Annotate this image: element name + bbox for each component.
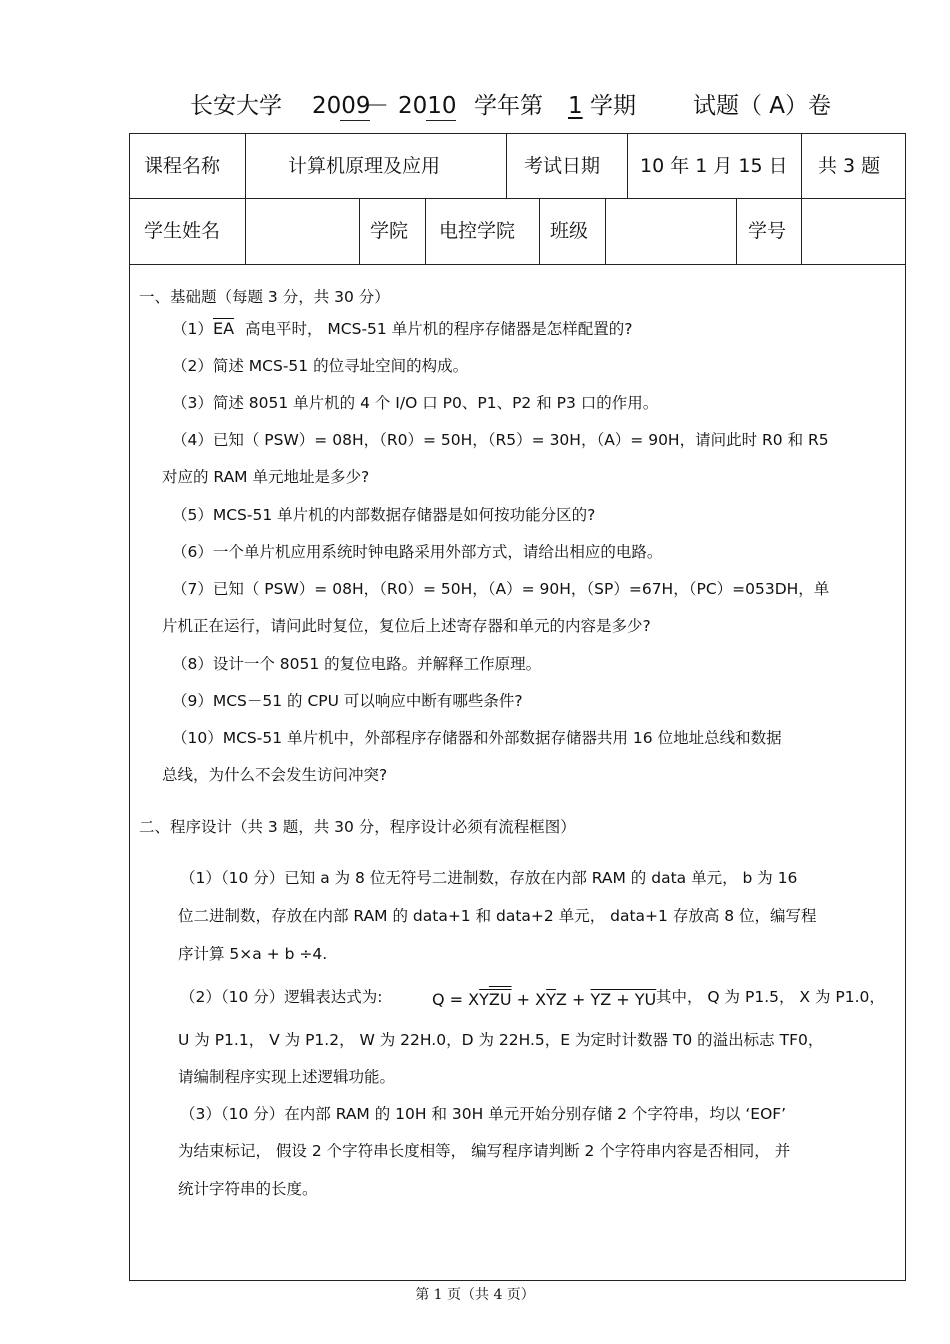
question-8: （8）设计一个 8051 的复位电路。并解释工作原理。 [172, 655, 542, 673]
student-id-label: 学号 [748, 220, 787, 242]
total-questions: 共 3 题 [818, 155, 881, 177]
question-3: （3）简述 8051 单片机的 4 个 I/O 口 P0、P1、P2 和 P3 口的作用。 [172, 394, 659, 412]
question-4-line2: 对应的 RAM 单元地址是多少? [162, 468, 370, 486]
exam-date: 10 年 1 月 15 日 [640, 155, 788, 177]
term-unit: 学期 [590, 93, 636, 119]
program-3-line1: （3）（10 分）在内部 RAM 的 10H 和 30H 单元开始分别存储 2 个字符串，均以 ‘EOF’ [180, 1105, 787, 1123]
exam-date-label: 考试日期 [524, 155, 601, 177]
question-9: （9）MCS－51 的 CPU 可以响应中断有哪些条件? [172, 692, 523, 710]
page-footer: 第 1 页（共 4 页） [415, 1287, 535, 1303]
ea-signal: $\overline{EA}$ [213, 319, 235, 338]
program-2-intro: （2）（10 分）逻辑表达式为: [180, 988, 383, 1006]
program-1-line2: 位二进制数，存放在内部 RAM 的 data+1 和 data+2 单元， data+1 存放高 8 位，编写程 [178, 907, 817, 925]
question-7-line1: （7）已知（ PSW）= 08H，（R0）= 50H，（A）= 90H，（SP）=67H，（PC）=053DH，单 [172, 580, 830, 598]
question-10-line1: （10）MCS-51 单片机中，外部程序存储器和外部数据存储器共用 16 位地址总线和数据 [172, 729, 782, 747]
course-name: 计算机原理及应用 [288, 155, 441, 177]
term-number: 1 [568, 93, 583, 119]
year-unit: 学年第 [474, 93, 543, 119]
class-field[interactable] [615, 219, 727, 243]
program-3-line2: 为结束标记， 假设 2 个字符串长度相等， 编写程序请判断 2 个字符串内容是否相同， 并 [178, 1142, 791, 1160]
question-7-line2: 片机正在运行，请问此时复位，复位后上述寄存器和单元的内容是多少? [162, 617, 651, 635]
question-1-number: （1） [172, 320, 213, 338]
program-3-line3: 统计字符串的长度。 [178, 1180, 318, 1198]
university-name: 长安大学 [190, 93, 282, 119]
student-name-label: 学生姓名 [144, 220, 221, 242]
year-end: 2010 [398, 93, 457, 119]
program-2-line3: 请编制程序实现上述逻辑功能。 [178, 1068, 396, 1086]
question-1-text: 高电平时， MCS-51 单片机的程序存储器是怎样配置的? [245, 320, 633, 338]
year-start: 2009 [312, 93, 371, 119]
question-10-line2: 总线，为什么不会发生访问冲突? [162, 766, 388, 784]
question-2: （2）简述 MCS-51 的位寻址空间的构成。 [172, 357, 469, 375]
college-label: 学院 [370, 220, 409, 242]
program-1-line1: （1）（10 分）已知 a 为 8 位无符号二进制数，存放在内部 RAM 的 data 单元， b 为 16 [180, 869, 798, 887]
question-5: （5）MCS-51 单片机的内部数据存储器是如何按功能分区的? [172, 506, 596, 524]
class-label: 班级 [550, 220, 589, 242]
question-4-line1: （4）已知（ PSW）= 08H，（R0）= 50H，（R5）= 30H，（A）= 90H，请问此时 R0 和 R5 [172, 431, 829, 449]
exam-title: 长安大学 2009 － 2010 学年第 1 学期 试题（ A）卷 [0, 86, 950, 126]
student-name-field[interactable] [255, 219, 351, 243]
program-2-vars: 其中， Q 为 P1.5， X 为 P1.0， [656, 988, 885, 1006]
exam-sheet [129, 133, 906, 1281]
question-6: （6）一个单片机应用系统时钟电路采用外部方式，请给出相应的电路。 [172, 543, 663, 561]
program-2-line2: U 为 P1.1， V 为 P1.2， W 为 22H.0，D 为 22H.5，E 为定时计数器 T0 的溢出标志 TF0， [178, 1031, 824, 1049]
program-1-line3: 序计算 5×a + b ÷4. [178, 945, 328, 963]
student-id-field[interactable] [810, 219, 898, 243]
paper-type: 试题（ A）卷 [693, 93, 832, 119]
section2-heading: 二、程序设计（共 3 题，共 30 分，程序设计必须有流程框图） [139, 818, 576, 836]
logic-expression: $Q = X\overline{Y}ZU + X\overline{Y}Z$ + YZ + YU [432, 990, 657, 1009]
section1-heading: 一、基础题（每题 3 分，共 30 分） [139, 288, 390, 306]
college-value: 电控学院 [439, 220, 516, 242]
course-name-label: 课程名称 [144, 155, 221, 177]
